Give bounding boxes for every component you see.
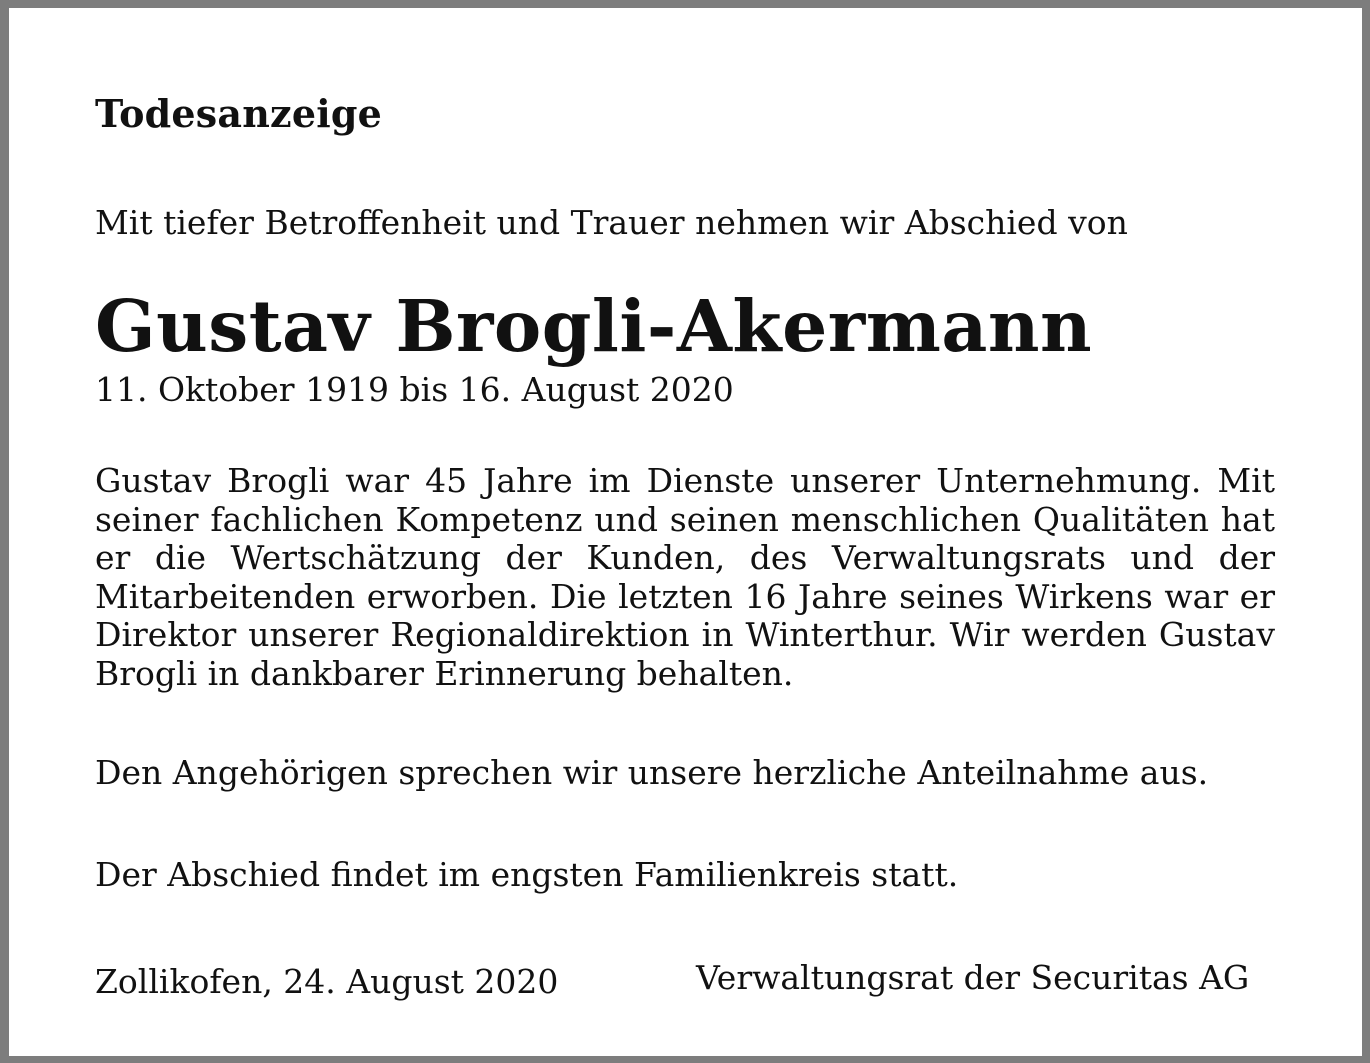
tribute-paragraph [95,462,1275,693]
condolence-text: Den Angehörigen sprechen wir unsere herzliche Anteilnahme aus. [95,753,1209,792]
deceased-name: Gustav Brogli-Akermann [95,284,1093,368]
tribute-line: Gustav Brogli war 45 Jahre im Dienste unserer Unternehmung. Mit [95,461,1275,500]
life-dates: 11. Oktober 1919 bis 16. August 2020 [95,370,734,409]
notice-heading: Todesanzeige [95,91,382,136]
place-and-date: Zollikofen, 24. August 2020 [95,962,559,1001]
tribute-line: Direktor unserer Regionaldirektion in Winterthur. Wir werden Gustav [95,615,1275,654]
farewell-text: Der Abschied findet im engsten Familienkreis statt. [95,855,959,894]
tribute-line: Brogli in dankbarer Erinnerung behalten. [95,653,794,693]
signature: Verwaltungsrat der Securitas AG [696,958,1250,997]
tribute-line: seiner fachlichen Kompetenz und seinen menschlichen Qualitäten hat [95,499,1275,539]
tribute-line: Mitarbeitenden erworben. Die letzten 16 Jahre seines Wirkens war er [95,576,1275,616]
tribute-line: er die Wertschätzung der Kunden, des Verwaltungsrats und der [95,538,1275,577]
intro-text: Mit tiefer Betroffenheit und Trauer nehmen wir Abschied von [95,203,1128,242]
